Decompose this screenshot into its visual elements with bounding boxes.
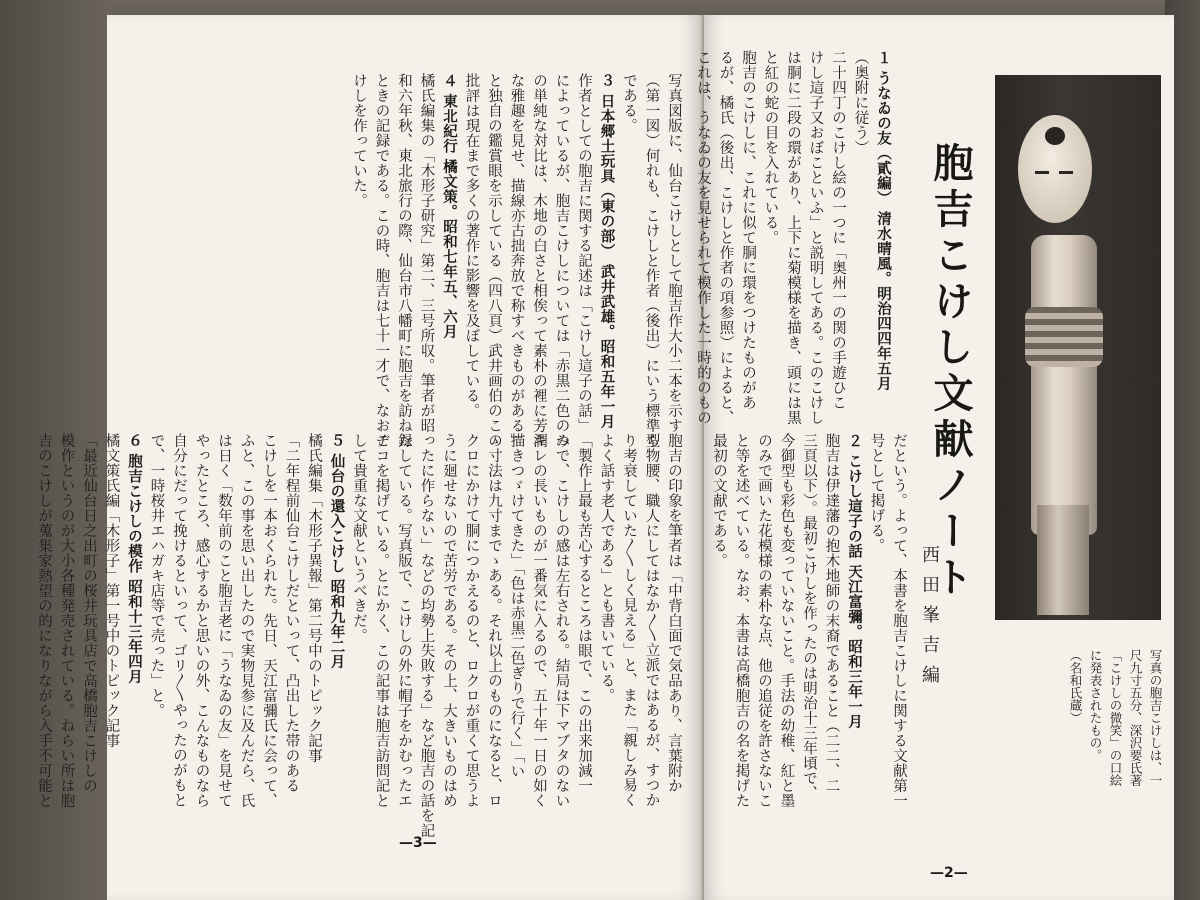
caption-line: 「こけしの微笑」の口絵 (1108, 649, 1123, 787)
text-line: これは、うなゐの友を見せられて模作した一時的のもの (695, 50, 711, 425)
text-line: 批評は現在まで多くの著作に影響を及ぼしている。 (463, 73, 480, 418)
text-line: 二十四丁のこけし絵の一つに「奥州一の関の手遊ひこ (830, 50, 846, 410)
text-line: のみで画いた花模様の素朴な点、他の追従を許さないこ (756, 433, 772, 808)
right-page-bottom-column (704, 433, 910, 863)
kokeshi-hair (1045, 127, 1065, 145)
left-page-bottom-column (36, 433, 685, 838)
section-heading: ２ こけし這子の話 天江富彌。昭和三年一月 (846, 433, 862, 730)
kokeshi-base (1037, 505, 1089, 615)
text-line: 和六年秋、東北旅行の際、仙台市八幡町に胞吉を訪ねた (396, 73, 412, 448)
text-line: 録している。写真版で、こけしの外に帽子をかむったエ (396, 433, 412, 808)
kokeshi-ring-band (1025, 307, 1103, 367)
text-line: によっているが、胞吉こけしについては「赤黒二色のみ (553, 73, 570, 448)
section-heading: ３ 日本郷土玩具（東の部） 武井武雄。昭和五年一月 (598, 73, 615, 430)
text-line: 模作というのが大小各種発売されている。ねらい所は胞 (58, 433, 75, 808)
text-line: るが、橘氏（後出、こけしと作者の項参照）によると、 (717, 50, 734, 425)
caption-line: に発表されたもの。 (1088, 649, 1103, 762)
text-line: けし這子又おぼこといふ」と説明してある。このこけし (807, 50, 824, 425)
photo-caption (1035, 649, 1165, 849)
text-line: やったところ、感心するかと思いの外、こんなものなら (193, 433, 210, 808)
text-line: 三頁以下）。最初こけしを作ったのは明治十三年頃で、 (801, 433, 817, 801)
text-line: 最初の文献である。 (711, 433, 727, 568)
text-line: 橘氏編集の「木形子研究」第二、三号所収。筆者が昭 (418, 73, 435, 433)
text-line: 自分にだって挽けるといって、ゴリ〳〵やったのがもと (171, 433, 187, 808)
text-line: 吉のこけしが蒐集家熱望の的になりながら入手不可能と (36, 433, 52, 808)
text-line: 号として掲げる。 (868, 433, 885, 553)
text-line: 作者としての胞吉に関する記述は「こけし這子の話」 (576, 73, 592, 433)
kokeshi-eye (1059, 171, 1073, 174)
article-author: 西田峯吉編 (919, 545, 940, 695)
text-line: 橘氏編集「木形子異報」第二号中のトピック記事 (306, 433, 322, 763)
section-heading: ６ 胞吉こけしの模作 昭和十三年四月 (126, 433, 142, 685)
text-line: ときの記録である。この時、胞吉は七十一才で、なおこ (373, 73, 390, 448)
text-line: 胞吉のこけしに、これに似て胴に環をつけたものがあ (740, 50, 756, 410)
text-line: 「製作上最も苦心するところは眼で、この出来加減一 (576, 433, 592, 793)
text-line: 写真図版に、仙台こけしとして胞吉作大小二本を示す (666, 73, 682, 433)
text-line: 胞吉は伊達藩の抱木地師の末裔であること（二二、二 (823, 433, 840, 793)
kokeshi-body (1031, 235, 1097, 535)
text-line: よく話す老人である」とも書いている。 (598, 433, 615, 703)
text-line: 描きつゞけてきた」「色は赤黒二色ぎりで行く」「い (508, 433, 525, 779)
text-line: 胞吉の印象を筆者は「中背白面で気品あり、言葉附か (666, 433, 682, 793)
left-page (36, 15, 705, 900)
kokeshi-photo (995, 75, 1161, 620)
left-page-top-column (351, 73, 685, 448)
kokeshi-eye (1035, 171, 1049, 174)
page-number: —3— (399, 835, 437, 851)
text-line: ったに作らない」などの均勢上失敗する」など胞吉の話を記 (418, 433, 435, 838)
text-line: 「二年程前仙台こけしだといって、凸出した帯のある (283, 433, 300, 793)
text-line: ら物腰、職人にしてはなか〳〵立派ではあるが、すつか (643, 433, 660, 808)
text-line: で、一時桜井エハガキ店等で売った」と。 (148, 433, 165, 718)
text-line: けしを作っていた。 (351, 73, 367, 208)
caption-line: 尺九寸五分、深沢要氏著 (1128, 649, 1143, 787)
text-line: こけしを一本おくられた。先日、天江富彌氏に会って、 (261, 433, 277, 808)
text-line: 今御型も彩色も変っていないこと。手法の幼稚、紅と墨 (778, 433, 795, 808)
text-line: つで、こけしの感は左右される。結局は下マブタのない (553, 433, 570, 808)
text-line: うに廻せないので苦労である。その上、大きいものはめ (441, 433, 457, 808)
caption-line: （名和氏蔵） (1068, 649, 1083, 724)
text-line: と独自の鑑賞眼を示している（四八頁）武井画伯のこの (486, 73, 502, 448)
text-line: 「最近仙台日之出町の桜井玩具店で高橋胞吉こけしの (81, 433, 97, 793)
text-line: して貴重な文献というべきだ。 (351, 433, 367, 643)
article-title: 胞吉こけし文献ノート (927, 142, 973, 602)
section-heading: ５ 仙台の還入こけし 昭和九年二月 (328, 433, 345, 670)
text-line: （奥附に従う） (852, 50, 869, 155)
text-line: だという。よって、本書を胞吉こけしに関する文献第一 (891, 433, 907, 808)
section-heading: １ うなゐの友（貳編） 清水晴風。明治四四年五月 (875, 50, 891, 392)
text-line: の単純な対比は、木地の白さと相俟って素朴の裡に芳潤 (531, 73, 547, 448)
text-line: は胴に二段の環があり、上下に菊模様を描き、頭には黒 (785, 50, 801, 425)
text-line: 橘文策氏編「木形子」第一号中のトピック記事 (103, 433, 120, 748)
caption-line: 写真の胞吉こけしは、一 (1148, 649, 1163, 787)
page-number: —2— (930, 865, 968, 881)
text-line: ふと、この事を思い出したので実物見参に及んだら、氏 (238, 433, 255, 808)
right-page-top-column (695, 50, 894, 455)
text-line: キレの長いものが一番気に入るので、五十年一日の如く (531, 433, 547, 808)
text-line: と等を述べている。なお、本書は高橋胞吉の名を掲げた (733, 433, 750, 808)
text-line: は日く「数年前のこと胞吉老に「うなゐの友」を見せて (216, 433, 232, 808)
text-line: である。 (621, 73, 637, 133)
text-line: （第一図）何れも、こけしと作者（後出）にいう標準型 (643, 73, 660, 448)
text-line: な雅趣を見せ、描線亦古拙奔放で称すべきものがある」 (508, 73, 525, 448)
text-line: ヂコを掲げている。とにかく、この記事は胞吉訪問記と (373, 433, 390, 808)
right-page (695, 15, 1174, 900)
text-line: と紅の蛇の目を入れている。 (762, 50, 779, 245)
section-heading: ４ 東北紀行 橘文策。昭和七年五、六月 (441, 73, 457, 340)
text-line: ゝ寸法は九寸までゝある。それ以上のものになると、ロ (486, 433, 502, 808)
text-line: クロにかけて胴につかえるのと、ロクロが重くて思うよ (463, 433, 480, 808)
text-line: り考衰していた〳〵しく見える」と、また「親しみ易く (621, 433, 637, 808)
